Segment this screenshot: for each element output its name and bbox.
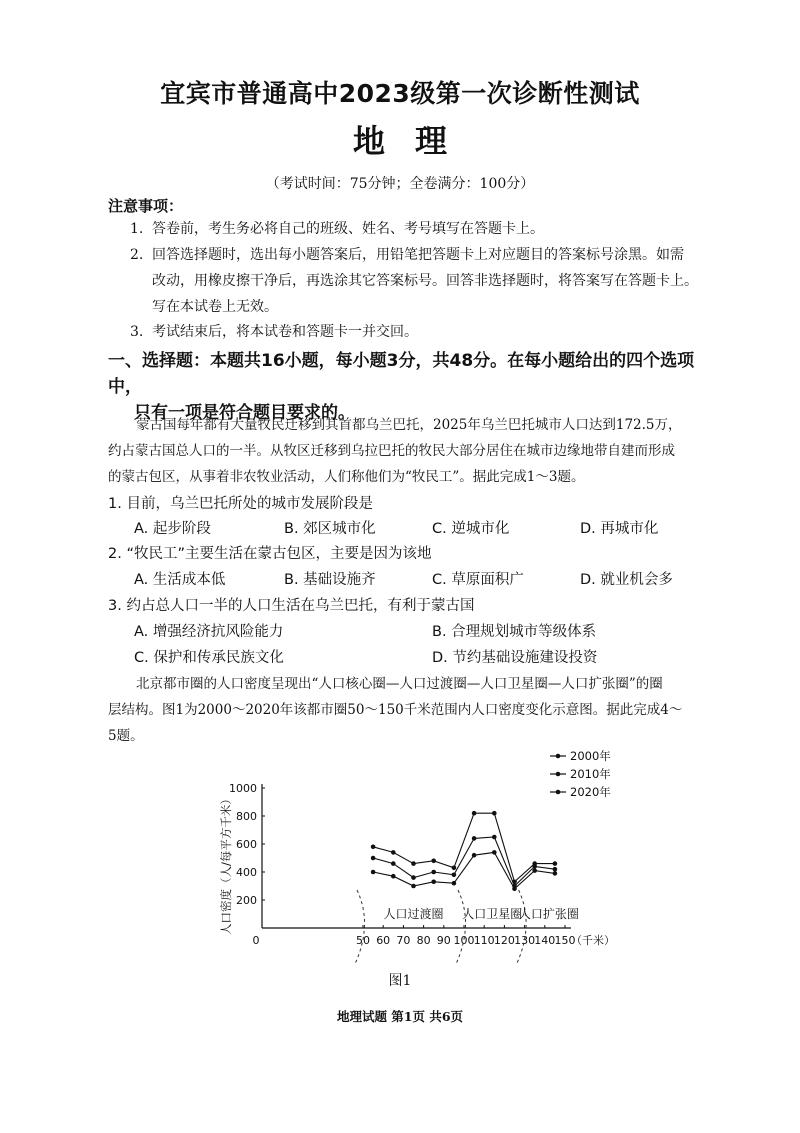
notice-num: 2.	[130, 247, 144, 263]
x-tick-label: 140	[534, 934, 556, 947]
data-point	[431, 859, 436, 864]
exam-meta: （考试时间：75分钟；全卷满分：100分）	[265, 176, 535, 192]
data-point	[553, 861, 558, 866]
data-point	[452, 881, 457, 886]
option[interactable]: D. 再城市化	[580, 521, 659, 537]
option[interactable]: B. 郊区城市化	[284, 521, 376, 537]
data-point	[411, 861, 416, 866]
data-point	[431, 870, 436, 875]
y-axis-label: 人口密度（人/每平方千米）	[219, 793, 233, 935]
x-tick-label: 130	[514, 934, 536, 947]
legend-label: 2000年	[570, 749, 611, 763]
x-tick-label: 0	[252, 934, 260, 947]
option[interactable]: C. 保护和传承民族文化	[134, 650, 284, 666]
data-point	[472, 853, 477, 858]
x-tick-label: 100	[453, 934, 475, 947]
exam-title: 宜宾市普通高中2023级第一次诊断性测试	[160, 79, 640, 108]
zone-label: 人口卫星圈	[462, 907, 523, 921]
question-stem: 3. 约占总人口一半的人口生活在乌兰巴托，有利于蒙古国	[108, 598, 475, 614]
data-point	[472, 836, 477, 841]
x-tick-label: 50	[356, 934, 370, 947]
legend-label: 2020年	[570, 785, 611, 799]
notice-num: 3.	[130, 324, 144, 340]
series-line-2	[373, 813, 555, 882]
data-point	[492, 850, 497, 855]
notice-num: 1.	[130, 221, 144, 237]
notice-text-cont: 改动，用橡皮擦干净后，再选涂其它答案标号。回答非选择题时，将答案写在答题卡上。	[152, 273, 698, 289]
notice-text: 考试结束后，将本试卷和答题卡一并交回。	[152, 324, 418, 340]
data-point	[391, 850, 396, 855]
zone-label: 人口过渡圈	[383, 907, 444, 921]
question-stem: 1. 目前，乌兰巴托所处的城市发展阶段是	[108, 496, 373, 512]
y-tick-label: 200	[236, 894, 257, 907]
subject-title: 地理	[352, 122, 477, 160]
chart-series	[371, 811, 557, 891]
y-tick-label: 1000	[229, 782, 257, 795]
x-tick-label: 60	[376, 934, 391, 947]
chart-legend	[550, 749, 611, 799]
data-point	[492, 811, 497, 816]
passage-line: 的蒙古包区，从事着非农牧业活动，人们称他们为“牧民工”。据此完成1～3题。	[108, 469, 585, 485]
x-tick-label: 80	[416, 934, 431, 947]
data-point	[371, 870, 376, 875]
notice-text-cont: 写在本试卷上无效。	[152, 299, 278, 315]
option[interactable]: A. 生活成本低	[134, 572, 226, 588]
option[interactable]: B. 合理规划城市等级体系	[432, 624, 597, 640]
x-tick-label: 120	[493, 934, 515, 947]
option[interactable]: C. 逆城市化	[432, 521, 510, 537]
section-line: 只有一项是符合题目要求的。	[134, 403, 355, 423]
y-tick-label: 600	[236, 838, 257, 851]
legend-marker	[556, 790, 561, 795]
zone-label: 人口扩张圈	[518, 907, 579, 921]
notice-text: 回答选择题时，选出每小题答案后，用铅笔把答题卡上对应题目的答案标号涂黑。如需	[152, 247, 684, 263]
data-point	[431, 880, 436, 885]
y-tick-label: 800	[236, 810, 257, 823]
series-line-1	[373, 837, 555, 886]
passage-line: 5题。	[108, 728, 144, 744]
legend-marker	[556, 754, 561, 759]
legend-marker	[556, 772, 561, 777]
x-tick-label: 70	[396, 934, 411, 947]
x-tick-label: 110	[473, 934, 495, 947]
data-point	[391, 874, 396, 879]
legend-label: 2010年	[570, 767, 611, 781]
data-point	[411, 875, 416, 880]
data-point	[452, 873, 457, 878]
option[interactable]: D. 就业机会多	[580, 572, 673, 588]
data-point	[512, 884, 517, 889]
notice-item	[130, 319, 740, 345]
passage-line: 层结构。图1为2000～2020年该都市圈50～150千米范围内人口密度变化示意图。据此完成4～	[108, 702, 683, 718]
data-point	[532, 868, 537, 873]
figure-caption: 图1	[388, 973, 412, 989]
population-density-chart	[200, 745, 630, 967]
option[interactable]: A. 增强经济抗风险能力	[134, 624, 284, 640]
notice-text: 答卷前，考生务必将自己的班级、姓名、考号填写在答题卡上。	[152, 221, 544, 237]
passage-line: 北京都市圈的人口密度呈现出“人口核心圈—人口过渡圈—人口卫星圈—人口扩张圈”的圈	[136, 676, 663, 692]
data-point	[411, 884, 416, 889]
data-point	[553, 871, 558, 876]
data-point	[472, 811, 477, 816]
x-tick-label: 90	[436, 934, 451, 947]
data-point	[553, 867, 558, 872]
notice-item	[130, 242, 740, 320]
x-tick-label: 150	[554, 934, 576, 947]
page-footer: 地理试题 第1页 共6页	[336, 1009, 464, 1024]
x-axis-label: （千米）	[571, 934, 615, 947]
option[interactable]: A. 起步阶段	[134, 521, 211, 537]
data-point	[532, 861, 537, 866]
data-point	[492, 835, 497, 840]
data-point	[512, 880, 517, 885]
notice-item	[130, 216, 740, 242]
option[interactable]: D. 节约基础设施建设投资	[432, 650, 598, 666]
notice-heading: 注意事项：	[108, 197, 184, 215]
option[interactable]: C. 草原面积广	[432, 572, 524, 588]
data-point	[371, 845, 376, 850]
passage-line: 蒙古国每年都有大量牧民迁移到其首都乌兰巴托，2025年乌兰巴托城市人口达到172.5万，	[136, 417, 682, 433]
section-line: 一、选择题：本题共16小题，每小题3分，共48分。在每小题给出的四个选项中，	[108, 351, 695, 397]
data-point	[452, 866, 457, 871]
data-point	[371, 856, 376, 861]
question-stem: 2. “牧民工”主要生活在蒙古包区，主要是因为该地	[108, 546, 432, 562]
data-point	[391, 861, 396, 866]
passage-line: 约占蒙古国总人口的一半。从牧区迁移到乌拉巴托的牧民大部分居住在城市边缘地带自建而形成	[108, 443, 675, 459]
option[interactable]: B. 基础设施齐	[284, 572, 376, 588]
y-tick-label: 400	[236, 866, 257, 879]
